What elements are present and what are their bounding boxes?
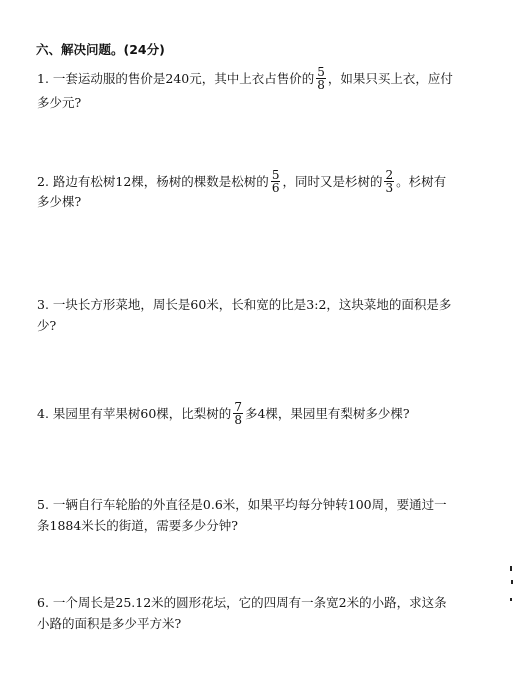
problem-3-line-2: 少? [37,318,57,333]
problem-5-line-2: 条1884米长的街道，需要多少分钟? [37,518,239,533]
problem-1-text-a: 1. 一套运动服的售价是240元，其中上衣占售价的 [37,71,315,86]
problem-5-line-1: 5. 一辆自行车轮胎的外直径是0.6米，如果平均每分钟转100周，要通过一 [37,497,447,512]
problem-2-fraction-2 [384,169,394,194]
problem-3-line-1: 3. 一块长方形菜地，周长是60米，长和宽的比是3:2，这块菜地的面积是多 [37,297,452,312]
problem-1-line-2: 多少元? [37,95,82,110]
scan-speck [510,566,512,571]
problem-4-text-b: 多4棵，果园里有梨树多少棵? [244,406,410,421]
problem-6-line-2: 小路的面积是多少平方米? [37,616,182,631]
fraction-numerator: 2 [385,168,394,182]
problem-4-fraction [233,401,243,426]
problem-2-text-b: ，同时又是杉树的 [282,174,383,189]
scan-speck [510,598,512,601]
problem-2-line-2: 多少棵? [37,194,82,209]
problem-2-text-c: 。杉树有 [396,174,447,189]
fraction-denominator: 8 [234,413,242,427]
section-title: 六、解决问题。(24分) [36,42,165,57]
fraction-denominator: 3 [385,181,394,195]
problem-4-line-1 [37,402,410,427]
problem-1-line-1 [37,67,453,92]
scan-speck [511,580,513,584]
problem-2-line-1 [37,170,446,195]
problem-1-text-b: ，如果只买上衣，应付 [327,71,453,86]
problem-4-text-a: 4. 果园里有苹果树60棵，比梨树的 [37,406,232,421]
problem-6-line-1: 6. 一个周长是25.12米的圆形花坛，它的四周有一条宽2米的小路，求这条 [37,595,447,610]
problem-1-fraction [316,66,326,91]
fraction-denominator: 6 [271,181,280,195]
fraction-numerator: 5 [271,168,280,182]
fraction-denominator: 8 [317,78,325,92]
problem-2-fraction-1 [271,169,281,194]
problem-2-text-a: 2. 路边有松树12棵，杨树的棵数是松树的 [37,174,269,189]
fraction-numerator: 7 [234,400,242,414]
fraction-numerator: 5 [317,65,325,79]
